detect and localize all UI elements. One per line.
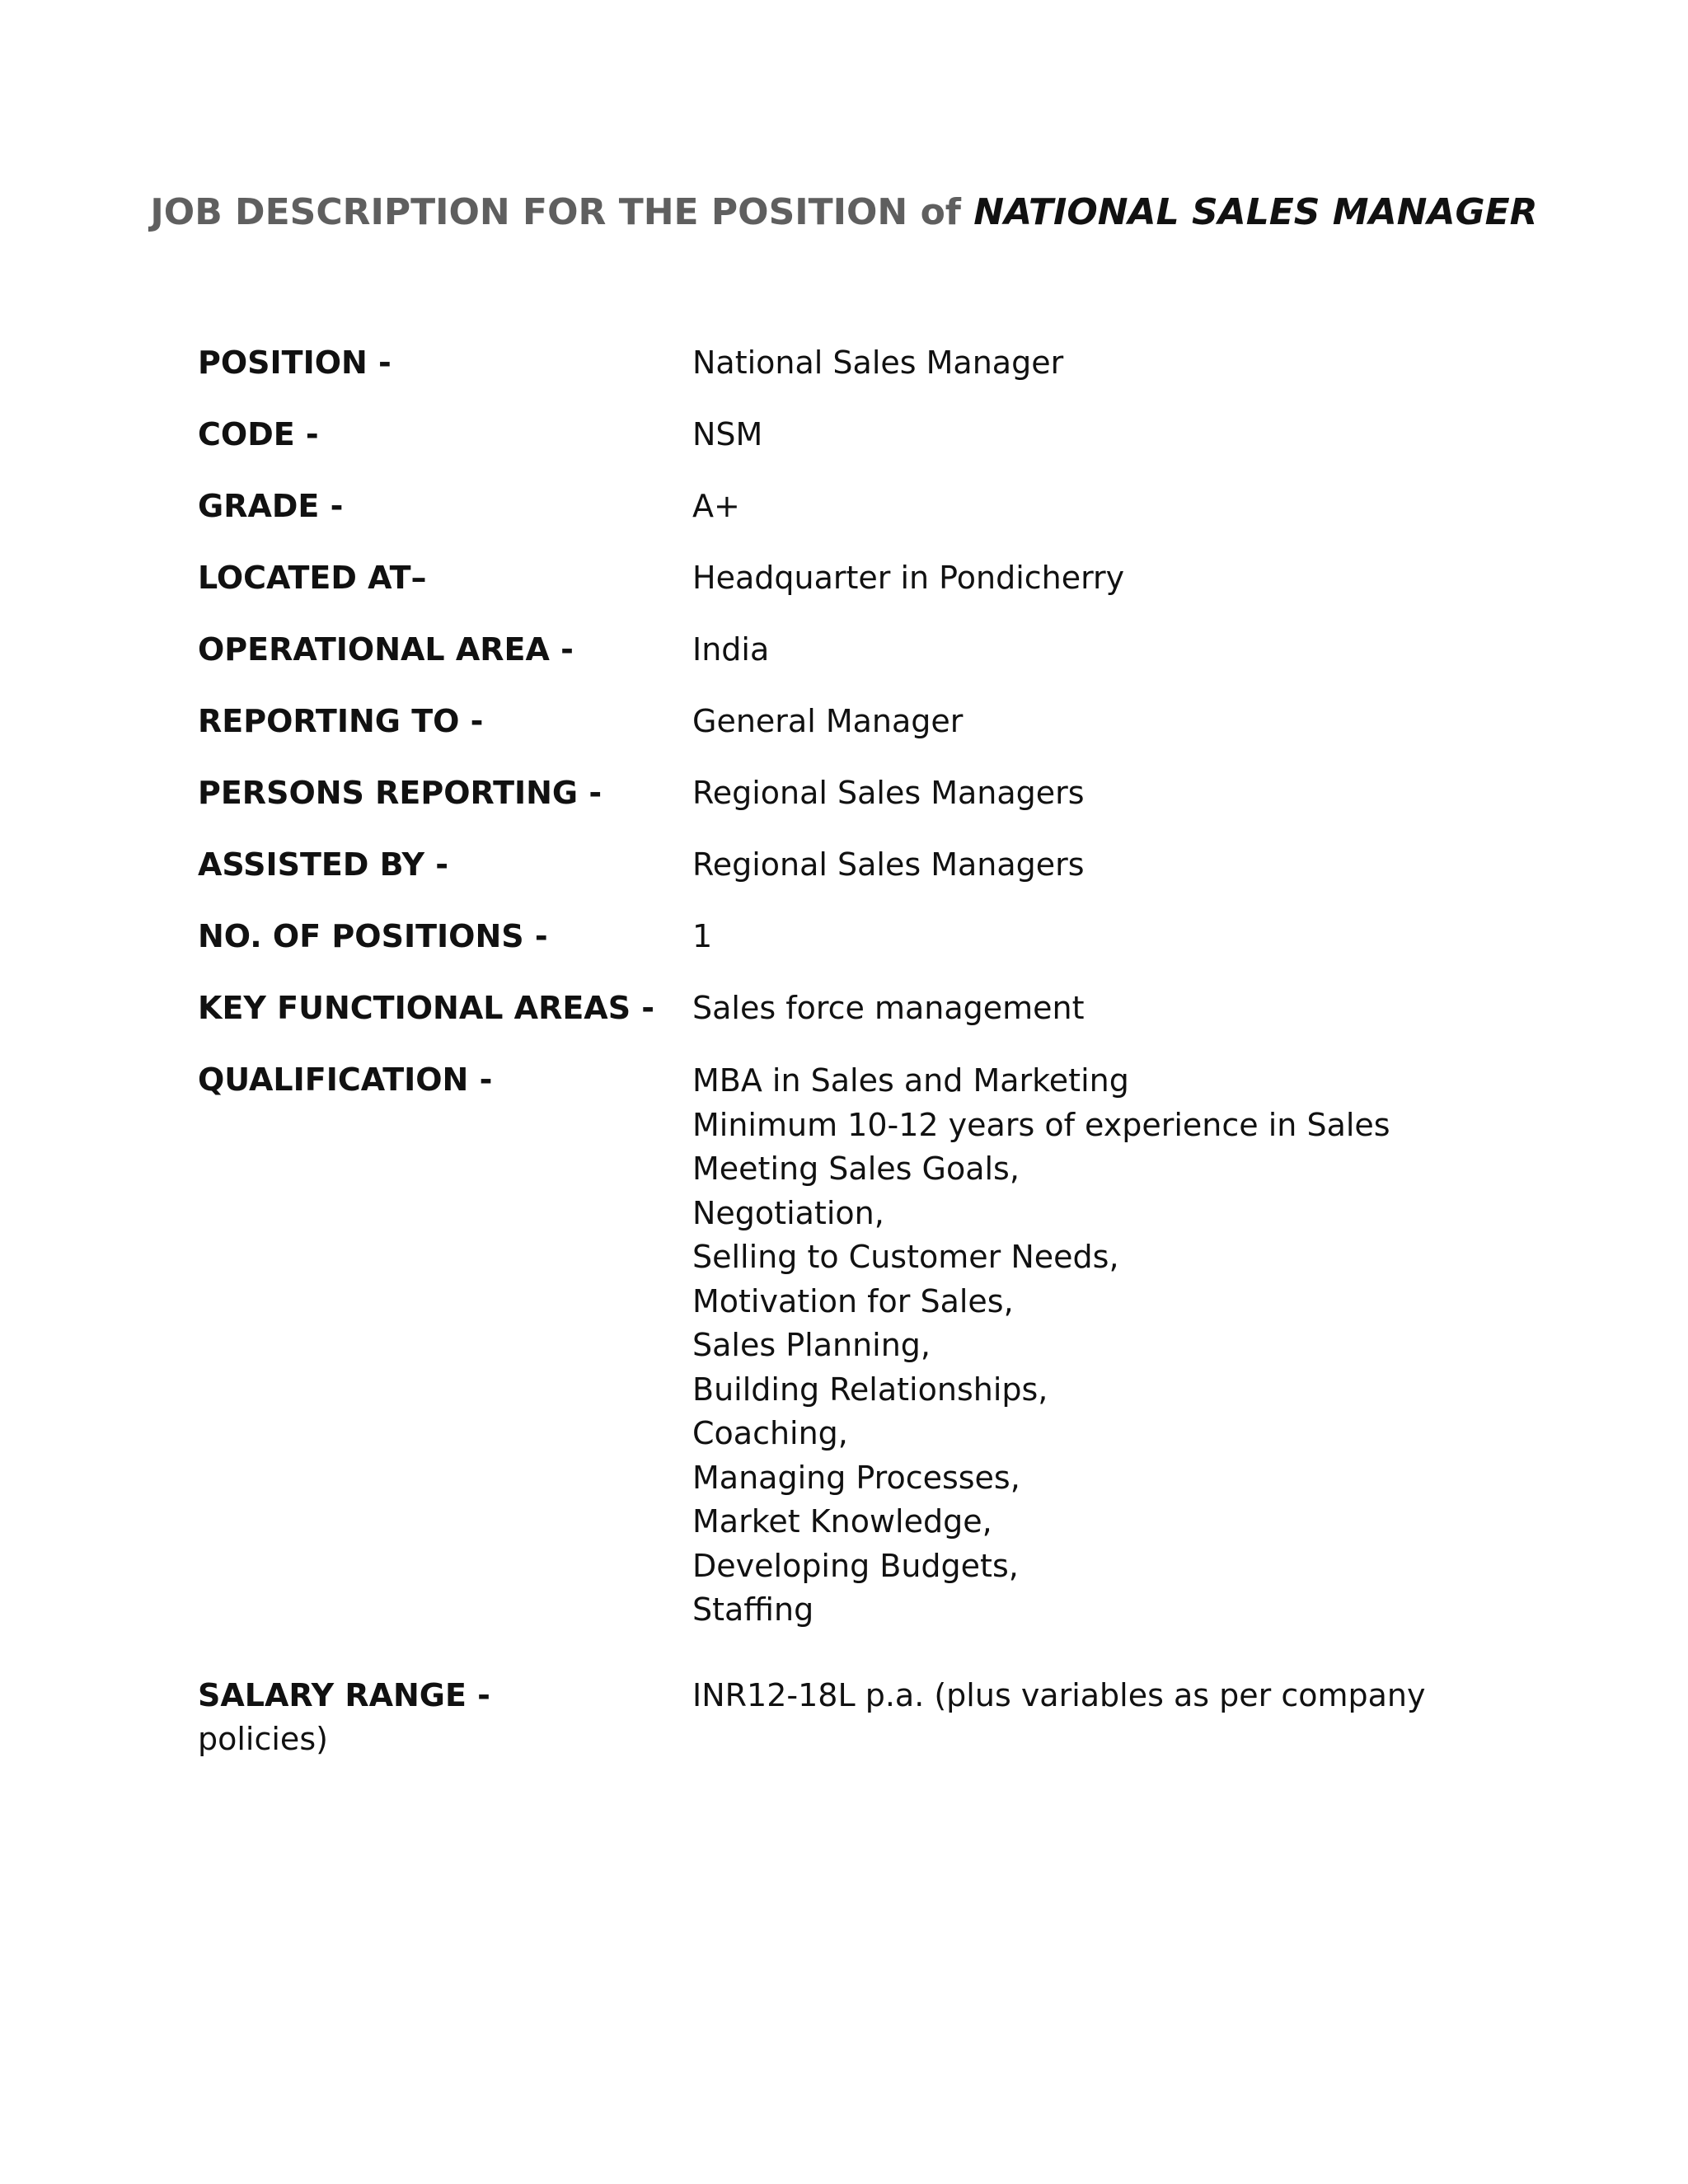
operational-area-value: India <box>692 631 770 668</box>
qualification-item: MBA in Sales and Marketing <box>692 1062 1129 1099</box>
salary-range-continuation: policies) <box>198 1721 328 1757</box>
qualification-item: Managing Processes, <box>692 1459 1020 1496</box>
grade-value: A+ <box>692 488 740 524</box>
qualification-item: Selling to Customer Needs, <box>692 1239 1119 1275</box>
qualification-item: Market Knowledge, <box>692 1503 992 1540</box>
key-functional-areas-label: KEY FUNCTIONAL AREAS - <box>198 990 655 1026</box>
reporting-to-value: General Manager <box>692 703 964 739</box>
qualification-item: Motivation for Sales, <box>692 1282 1014 1319</box>
position-label: POSITION - <box>198 344 392 381</box>
assisted-by-value: Regional Sales Managers <box>692 846 1085 883</box>
qualification-item: Developing Budgets, <box>692 1547 1019 1584</box>
qualification-item: Staffing <box>692 1591 814 1628</box>
salary-range-value: INR12-18L p.a. (plus variables as per company <box>692 1677 1426 1713</box>
no-of-positions-label: NO. OF POSITIONS - <box>198 918 548 954</box>
reporting-to-label: REPORTING TO - <box>198 703 484 739</box>
title-prefix: JOB DESCRIPTION FOR THE POSITION of <box>150 191 974 233</box>
code-label: CODE - <box>198 416 319 452</box>
title-position: NATIONAL SALES MANAGER <box>973 191 1538 233</box>
assisted-by-label: ASSISTED BY - <box>198 846 448 883</box>
page-title <box>0 191 1688 233</box>
grade-label: GRADE - <box>198 488 344 524</box>
qualification-item: Building Relationships, <box>692 1371 1048 1408</box>
qualification-item: Minimum 10-12 years of experience in Sales <box>692 1106 1390 1143</box>
key-functional-areas-value: Sales force management <box>692 990 1085 1026</box>
qualification-item: Meeting Sales Goals, <box>692 1151 1020 1187</box>
located-at-label: LOCATED AT– <box>198 560 427 596</box>
persons-reporting-value: Regional Sales Managers <box>692 775 1085 811</box>
operational-area-label: OPERATIONAL AREA - <box>198 631 574 668</box>
qualification-label: QUALIFICATION - <box>198 1062 493 1098</box>
qualification-list <box>692 1059 1390 1633</box>
located-at-value: Headquarter in Pondicherry <box>692 560 1125 596</box>
code-value: NSM <box>692 416 763 452</box>
persons-reporting-label: PERSONS REPORTING - <box>198 775 603 811</box>
position-value: National Sales Manager <box>692 344 1064 381</box>
qualification-item: Negotiation, <box>692 1194 884 1231</box>
salary-range-label: SALARY RANGE - <box>198 1677 490 1713</box>
qualification-item: Sales Planning, <box>692 1327 931 1363</box>
qualification-item: Coaching, <box>692 1415 848 1451</box>
no-of-positions-value: 1 <box>692 918 713 954</box>
